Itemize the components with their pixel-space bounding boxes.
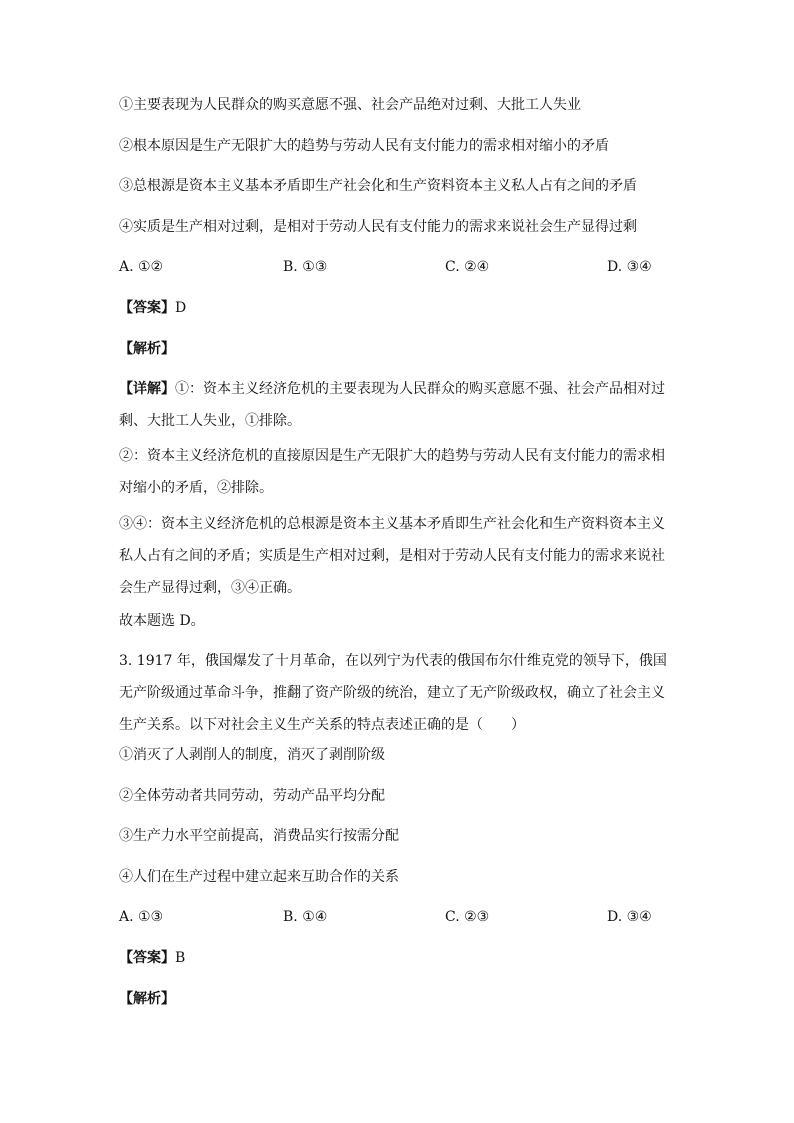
q2-answer — [119, 300, 679, 316]
q3-statement-4: ④人们在生产过程中建立起来互助合作的关系 — [119, 869, 399, 885]
q3-stem: 3. 1917 年，俄国爆发了十月革命，在以列宁为代表的俄国布尔什维克党的领导下，俄国无产阶级通过革命斗争，推翻了资产阶级的统治，建立了无产阶级政权，确立了社会主义生产关系。以下对社会主义生产关系的特点表述正确的是（ ） — [119, 653, 667, 733]
q3-option-d: D. ③④ — [607, 909, 652, 925]
q2-detail-paragraph-1 — [119, 373, 675, 437]
q2-option-d: D. ③④ — [607, 259, 652, 275]
q3-statement-3: ③生产力水平空前提高，消费品实行按需分配 — [119, 828, 399, 844]
q3-statement-2: ②全体劳动者共同劳动，劳动产品平均分配 — [119, 788, 385, 804]
q3-answer — [119, 950, 679, 966]
q2-detail-label: 【详解】 — [119, 381, 175, 397]
q2-statement-1: ①主要表现为人民群众的购买意愿不强、社会产品绝对过剩、大批工人失业 — [119, 97, 581, 113]
q2-detail-paragraph-2: ②：资本主义经济危机的直接原因是生产无限扩大的趋势与劳动人民有支付能力的需求相对缩小的矛盾，②排除。 — [119, 448, 665, 496]
q3-answer-value: B — [175, 950, 186, 966]
q3-analysis-heading: 【解析】 — [119, 991, 175, 1007]
q2-statement-3: ③总根源是资本主义基本矛盾即生产社会化和生产资料资本主义私人占有之间的矛盾 — [119, 178, 637, 194]
q2-option-c: C. ②④ — [445, 259, 490, 275]
q2-detail-text-1: ①：资本主义经济危机的主要表现为人民群众的购买意愿不强、社会产品相对过剩、大批工人失业，①排除。 — [119, 381, 665, 429]
q2-option-a: A. ①② — [119, 259, 164, 275]
q3-option-a: A. ①③ — [119, 909, 164, 925]
q2-conclusion: 故本题选 D。 — [119, 613, 205, 629]
q2-statement-4: ④实质是生产相对过剩，是相对于劳动人民有支付能力的需求来说社会生产显得过剩 — [119, 219, 637, 235]
q2-answer-value: D — [175, 300, 187, 316]
q2-option-b: B. ①③ — [283, 259, 328, 275]
q3-statement-1: ①消灭了人剥削人的制度，消灭了剥削阶级 — [119, 747, 385, 763]
q2-answer-label: 【答案】 — [119, 300, 175, 316]
q2-analysis-heading: 【解析】 — [119, 341, 175, 357]
q3-option-c: C. ②③ — [445, 909, 490, 925]
q3-answer-label: 【答案】 — [119, 950, 175, 966]
q3-option-b: B. ①④ — [283, 909, 328, 925]
q2-statement-2: ②根本原因是生产无限扩大的趋势与劳动人民有支付能力的需求相对缩小的矛盾 — [119, 138, 609, 154]
q2-detail-paragraph-3: ③④：资本主义经济危机的总根源是资本主义基本矛盾即生产社会化和生产资料资本主义私人占有之间的矛盾；实质是生产相对过剩，是相对于劳动人民有支付能力的需求来说社会生产显得过剩，③④正确。 — [119, 516, 665, 596]
